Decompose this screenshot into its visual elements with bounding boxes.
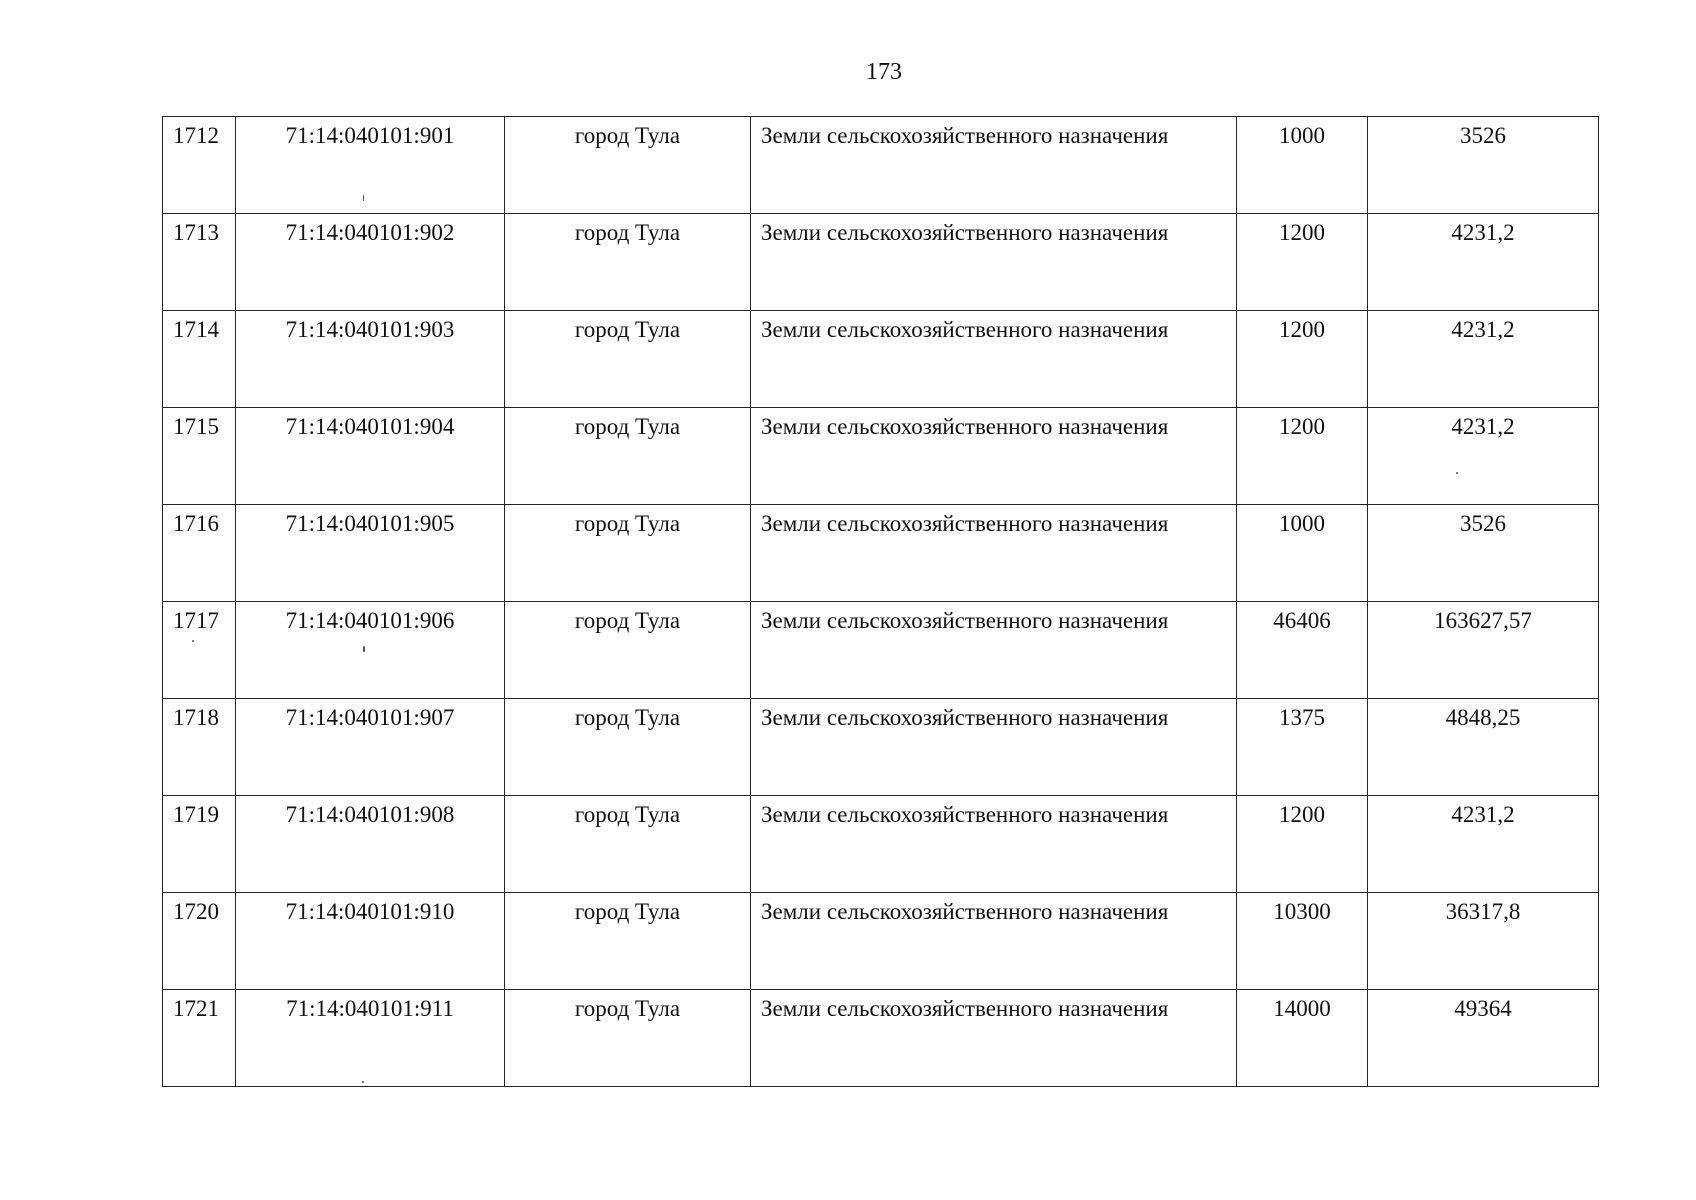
cadastral-value-cell: 4231,2 xyxy=(1368,796,1599,893)
area-cell: 1000 xyxy=(1237,505,1368,602)
cadastral-value-cell: 163627,57 xyxy=(1368,602,1599,699)
cadastral-value-cell: 3526 xyxy=(1368,117,1599,214)
location-cell: город Тула xyxy=(505,602,751,699)
location-cell: город Тула xyxy=(505,893,751,990)
scan-speck xyxy=(362,1081,364,1083)
land-category-cell: Земли сельскохозяйственного назначения xyxy=(751,796,1237,893)
cadastral-value-cell: 3526 xyxy=(1368,505,1599,602)
table-row xyxy=(163,214,1599,311)
cadastral-number-cell: 71:14:040101:905 xyxy=(236,505,505,602)
cadastral-number-cell: 71:14:040101:903 xyxy=(236,311,505,408)
location-cell: город Тула xyxy=(505,990,751,1087)
row-number-cell: 1718 xyxy=(163,699,236,796)
table-row xyxy=(163,117,1599,214)
row-number-cell: 1719 xyxy=(163,796,236,893)
cadastral-number-cell: 71:14:040101:901 xyxy=(236,117,505,214)
row-number-cell: 1713 xyxy=(163,214,236,311)
table-row xyxy=(163,699,1599,796)
table-row xyxy=(163,796,1599,893)
land-category-cell: Земли сельскохозяйственного назначения xyxy=(751,990,1237,1087)
cadastral-number-cell: 71:14:040101:902 xyxy=(236,214,505,311)
land-category-cell: Земли сельскохозяйственного назначения xyxy=(751,699,1237,796)
land-category-cell: Земли сельскохозяйственного назначения xyxy=(751,893,1237,990)
area-cell: 1200 xyxy=(1237,214,1368,311)
cadastral-number-cell: 71:14:040101:908 xyxy=(236,796,505,893)
location-cell: город Тула xyxy=(505,408,751,505)
cadastral-value-cell: 49364 xyxy=(1368,990,1599,1087)
land-category-cell: Земли сельскохозяйственного назначения xyxy=(751,117,1237,214)
row-number-cell: 1721 xyxy=(163,990,236,1087)
row-number-cell: 1715 xyxy=(163,408,236,505)
area-cell: 1200 xyxy=(1237,408,1368,505)
location-cell: город Тула xyxy=(505,796,751,893)
location-cell: город Тула xyxy=(505,117,751,214)
cadastral-number-cell: 71:14:040101:906 xyxy=(236,602,505,699)
land-plots-table xyxy=(162,116,1599,1087)
table-row xyxy=(163,408,1599,505)
page-number: 173 xyxy=(866,59,902,85)
area-cell: 1000 xyxy=(1237,117,1368,214)
area-cell: 46406 xyxy=(1237,602,1368,699)
cadastral-number-cell: 71:14:040101:910 xyxy=(236,893,505,990)
land-category-cell: Земли сельскохозяйственного назначения xyxy=(751,408,1237,505)
cadastral-value-cell: 4848,25 xyxy=(1368,699,1599,796)
row-number-cell: 1716 xyxy=(163,505,236,602)
location-cell: город Тула xyxy=(505,214,751,311)
table-row xyxy=(163,990,1599,1087)
location-cell: город Тула xyxy=(505,311,751,408)
land-category-cell: Земли сельскохозяйственного назначения xyxy=(751,602,1237,699)
row-number-cell: 1720 xyxy=(163,893,236,990)
land-category-cell: Земли сельскохозяйственного назначения xyxy=(751,311,1237,408)
land-category-cell: Земли сельскохозяйственного назначения xyxy=(751,505,1237,602)
table-row xyxy=(163,505,1599,602)
location-cell: город Тула xyxy=(505,699,751,796)
scan-speck xyxy=(363,195,364,201)
row-number-cell: 1714 xyxy=(163,311,236,408)
cadastral-number-cell: 71:14:040101:904 xyxy=(236,408,505,505)
scan-speck xyxy=(1456,472,1458,474)
area-cell: 1375 xyxy=(1237,699,1368,796)
scan-speck xyxy=(363,646,365,652)
cadastral-value-cell: 4231,2 xyxy=(1368,311,1599,408)
area-cell: 10300 xyxy=(1237,893,1368,990)
cadastral-value-cell: 36317,8 xyxy=(1368,893,1599,990)
cadastral-number-cell: 71:14:040101:911 xyxy=(236,990,505,1087)
cadastral-value-cell: 4231,2 xyxy=(1368,408,1599,505)
area-cell: 1200 xyxy=(1237,311,1368,408)
table-body xyxy=(163,117,1599,1087)
table-row xyxy=(163,893,1599,990)
row-number-cell: 1712 xyxy=(163,117,236,214)
land-category-cell: Земли сельскохозяйственного назначения xyxy=(751,214,1237,311)
cadastral-value-cell: 4231,2 xyxy=(1368,214,1599,311)
location-cell: город Тула xyxy=(505,505,751,602)
area-cell: 14000 xyxy=(1237,990,1368,1087)
area-cell: 1200 xyxy=(1237,796,1368,893)
scan-speck xyxy=(192,640,194,642)
table-row xyxy=(163,311,1599,408)
table-row xyxy=(163,602,1599,699)
row-number-cell: 1717 xyxy=(163,602,236,699)
cadastral-number-cell: 71:14:040101:907 xyxy=(236,699,505,796)
